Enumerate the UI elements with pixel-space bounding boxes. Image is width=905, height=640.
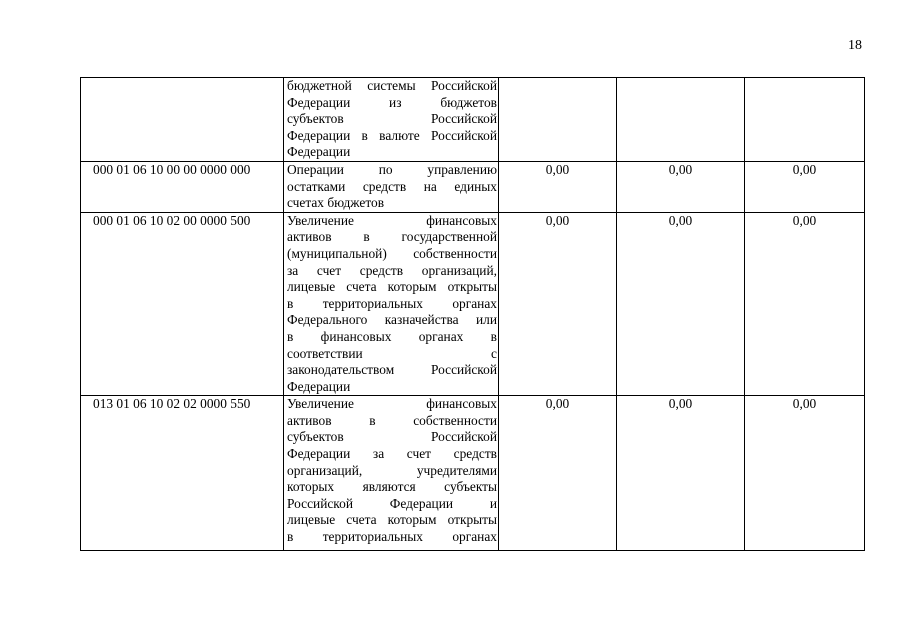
amount-cell-year-1: 0,00	[499, 212, 617, 396]
source-name-line: лицевые счета которым открыты	[287, 512, 497, 528]
amount-cell-year-1: 0,00	[499, 396, 617, 551]
amount-cell-year-1	[499, 78, 617, 162]
source-name-line: за счет средств организаций,	[287, 262, 497, 278]
amount-cell-year-2	[617, 78, 745, 162]
source-name-line: активов в государственной	[287, 229, 497, 245]
amount-cell-year-2: 0,00	[617, 396, 745, 551]
table-row	[81, 396, 865, 551]
source-name-line: бюджетной системы Российской	[287, 78, 497, 93]
source-name-line: Федерации	[287, 144, 351, 160]
source-name-line: Федерации из бюджетов	[287, 94, 497, 110]
source-name-line: лицевые счета которым открыты	[287, 279, 497, 295]
amount-cell-year-2: 0,00	[617, 212, 745, 396]
source-name-line: Операции по управлению	[287, 161, 497, 177]
table-row	[81, 78, 865, 162]
amount-cell-year-1: 0,00	[499, 161, 617, 212]
source-name-line: Российской Федерации и	[287, 495, 497, 511]
source-name-line: Федерации	[287, 378, 351, 394]
table-row	[81, 212, 865, 396]
table-body	[81, 78, 865, 551]
source-name-line: Федерации в валюте Российской	[287, 127, 497, 143]
source-name-line: в финансовых органах в	[287, 328, 497, 344]
budget-code-cell: 000 01 06 10 00 00 0000 000	[81, 161, 284, 212]
budget-sources-table	[80, 77, 865, 551]
source-name-line: Федерации за счет средств	[287, 446, 497, 462]
source-name-line: Увеличение финансовых	[287, 396, 497, 412]
source-name-line: счетах бюджетов	[287, 195, 385, 211]
table-row	[81, 161, 865, 212]
amount-cell-year-3: 0,00	[745, 161, 865, 212]
budget-code-cell: 013 01 06 10 02 02 0000 550	[81, 396, 284, 551]
source-name-line: в территориальных органах	[287, 529, 497, 545]
source-name-cell	[284, 396, 499, 551]
source-name-line: в территориальных органах	[287, 295, 497, 311]
budget-code-cell: 000 01 06 10 02 00 0000 500	[81, 212, 284, 396]
budget-code-cell	[81, 78, 284, 162]
source-name-line: законодательством Российской	[287, 362, 497, 378]
amount-cell-year-3: 0,00	[745, 212, 865, 396]
source-name-line: организаций, учредителями	[287, 462, 497, 478]
source-name-line: активов в собственности	[287, 412, 497, 428]
source-name-line: остатками средств на единых	[287, 178, 497, 194]
source-name-line: Увеличение финансовых	[287, 212, 497, 228]
source-name-line: (муниципальной) собственности	[287, 245, 497, 261]
source-name-cell	[284, 78, 499, 162]
source-name-line: Федерального казначейства или	[287, 312, 497, 328]
source-name-line: субъектов Российской	[287, 111, 497, 127]
amount-cell-year-3: 0,00	[745, 396, 865, 551]
amount-cell-year-3	[745, 78, 865, 162]
source-name-line: которых являются субъекты	[287, 479, 497, 495]
source-name-line: субъектов Российской	[287, 429, 497, 445]
source-name-cell	[284, 212, 499, 396]
amount-cell-year-2: 0,00	[617, 161, 745, 212]
source-name-cell	[284, 161, 499, 212]
page-number: 18	[848, 38, 862, 53]
source-name-line: соответствии с	[287, 345, 497, 361]
